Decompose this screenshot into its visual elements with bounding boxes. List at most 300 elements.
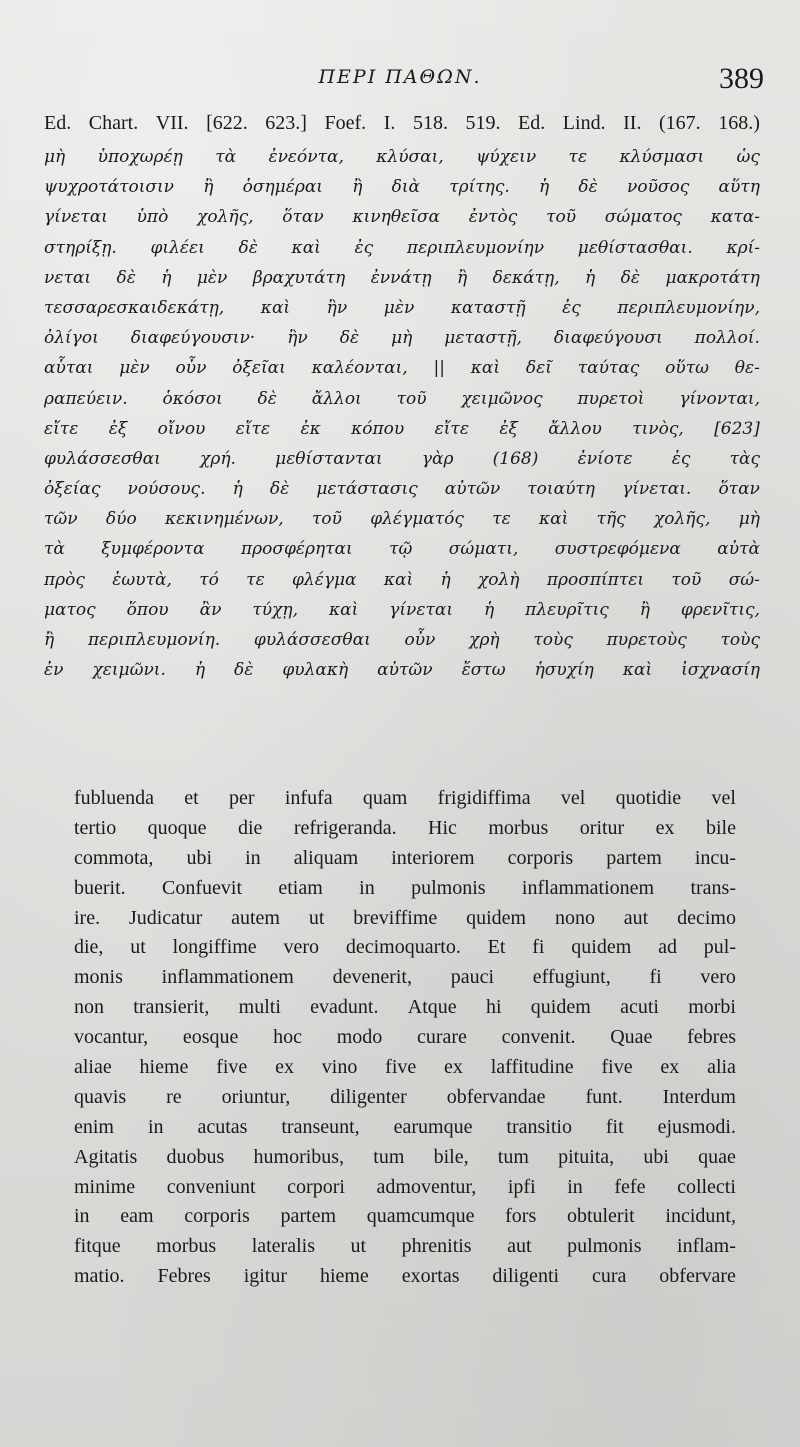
word: modo: [336, 1026, 383, 1049]
greek-text-line: [44, 142, 760, 172]
word: τοὺς: [533, 630, 573, 650]
word: per: [229, 787, 255, 809]
word: et: [184, 787, 199, 809]
word: γὰρ: [421, 448, 454, 469]
word: Agitatis: [74, 1145, 138, 1168]
word: τοιαύτη: [527, 479, 595, 500]
word: aliquam: [293, 846, 359, 869]
word: τῆς: [596, 509, 626, 530]
word: obtulerit: [566, 1205, 635, 1228]
word: περιπλευμονίη.: [87, 630, 221, 650]
word: funt.: [585, 1085, 623, 1108]
word: decimo: [677, 906, 736, 929]
word: νοῦσος: [627, 177, 690, 198]
edition-token: 518.: [412, 112, 448, 134]
latin-text-line: [74, 814, 736, 844]
latin-text-line: [74, 1173, 736, 1203]
word: ματος: [44, 599, 96, 620]
word: fefe: [614, 1175, 646, 1198]
word: pituita,: [558, 1145, 615, 1168]
word: ||: [433, 358, 445, 379]
word: corporis: [507, 846, 574, 869]
word: buerit.: [74, 876, 126, 899]
word: δὲ: [116, 267, 136, 288]
word: hieme: [139, 1056, 189, 1079]
word: tum: [373, 1145, 405, 1168]
word: ἰσχνασίη: [681, 660, 760, 681]
word: diligenter: [330, 1085, 407, 1108]
word: ἡ: [539, 177, 550, 198]
word: oriuntur,: [221, 1085, 291, 1108]
word: vino: [321, 1056, 358, 1079]
greek-text-line: [44, 323, 760, 353]
word: obfervandae: [446, 1085, 546, 1108]
word: aut: [507, 1235, 532, 1258]
word: εἴτε: [434, 418, 469, 439]
word: μακροτάτη: [665, 267, 760, 288]
word: ἢν: [287, 328, 308, 349]
word: κινηθεῖσα: [352, 207, 440, 228]
word: τοῦ: [546, 207, 577, 228]
word: collecti: [677, 1175, 736, 1198]
word: ἐννάτῃ: [370, 267, 432, 288]
word: εἴτε: [235, 418, 271, 439]
word: τό: [199, 569, 219, 590]
word: κρί-: [726, 237, 760, 258]
word: μὴ: [738, 509, 760, 530]
word: quoque: [147, 816, 207, 839]
word: κατα-: [710, 207, 760, 228]
word: incidunt,: [665, 1205, 736, 1228]
word: aut: [623, 906, 649, 929]
word: δύο: [105, 509, 137, 530]
word: ut: [350, 1235, 367, 1258]
word: Quae: [610, 1026, 653, 1049]
word: πρὸς: [44, 569, 85, 590]
word: ἢν: [326, 297, 348, 318]
word: ὁκόσοι: [162, 388, 223, 409]
word: quotidie: [615, 787, 682, 809]
word: καὶ: [539, 509, 569, 530]
edition-token: Ed.: [44, 112, 72, 134]
word: ψυχροτάτοισιν: [44, 177, 174, 198]
word: χρὴ: [469, 630, 500, 650]
word: laffitudine: [490, 1056, 574, 1079]
word: περιπλευμονίην,: [617, 297, 760, 318]
word: humoribus,: [253, 1145, 345, 1168]
word: καὶ: [470, 358, 501, 379]
word: refrigeranda.: [293, 816, 397, 839]
word: ἐς: [671, 448, 691, 469]
word: κόπου: [351, 418, 405, 439]
word: fors: [505, 1205, 537, 1228]
word: τεσσαρεσκαιδεκάτῃ,: [44, 297, 225, 318]
word: μὲν: [196, 267, 228, 288]
word: τοῦ: [311, 509, 342, 530]
word: νεται: [44, 267, 92, 288]
word: ἐνεόντα,: [268, 147, 344, 167]
word: ubi: [186, 846, 213, 869]
word: fit: [605, 1115, 624, 1138]
word: δὲ: [234, 660, 254, 681]
latin-text-line: [74, 1053, 736, 1083]
word: τρίτης.: [449, 177, 510, 198]
word: ραπεύειν.: [44, 388, 128, 409]
word: κλύσμασι: [619, 147, 705, 167]
word: γίνεται: [44, 207, 108, 228]
word: diligenti: [492, 1265, 560, 1288]
word: cura: [591, 1265, 627, 1288]
word: ὀξεῖαι: [232, 358, 286, 379]
word: καταστῇ: [450, 297, 526, 318]
word: μὲν: [383, 297, 415, 318]
word: acutas: [197, 1115, 248, 1138]
latin-text-line: [74, 904, 736, 934]
greek-text-line: [44, 384, 760, 414]
word: enim: [74, 1115, 114, 1138]
word: ex: [444, 1056, 463, 1079]
word: inflam-: [677, 1235, 736, 1258]
latin-text-line: [74, 933, 736, 963]
word: φυλάσσεσθαι: [44, 448, 161, 469]
word: μεθίστασθαι.: [577, 237, 693, 258]
word: ὑποχωρέῃ: [97, 147, 183, 167]
word: μὲν: [119, 358, 150, 379]
word: αὗται: [44, 358, 94, 379]
word: φιλέει: [150, 237, 205, 258]
word: die: [237, 816, 263, 839]
word: devenerit,: [332, 966, 412, 989]
latin-text-line: [74, 1113, 736, 1143]
word: hi: [485, 996, 502, 1019]
word: προσπίπτει: [546, 569, 645, 590]
latin-text-line: [74, 1143, 736, 1173]
word: φλέγματός: [370, 509, 464, 530]
word: vel: [560, 787, 586, 809]
latin-text-line: [74, 844, 736, 874]
word: autem: [231, 906, 280, 929]
word: fitque: [74, 1235, 121, 1258]
edition-token: Chart.: [88, 112, 139, 134]
running-title: ΠΕΡΙ ΠΑΘΩΝ.: [318, 66, 482, 88]
word: quidem: [530, 996, 591, 1019]
word: βραχυτάτη: [252, 267, 346, 288]
greek-text-line: [44, 414, 760, 444]
word: etiam: [278, 876, 323, 899]
word: ἡ: [585, 267, 596, 288]
word: περιπλευμονίην: [406, 237, 545, 258]
word: Confuevit: [162, 876, 243, 899]
word: ἡ: [484, 599, 495, 620]
word: lateralis: [251, 1235, 315, 1258]
word: ἢ: [639, 599, 650, 620]
edition-token: VII.: [155, 112, 189, 134]
greek-text-line: [44, 172, 760, 202]
word: χειμῶνος: [461, 388, 543, 409]
latin-text-block: [74, 784, 736, 1292]
word: ἔστω: [461, 660, 506, 681]
word: (168): [492, 448, 539, 469]
word: monis: [74, 966, 123, 989]
word: admoventur,: [376, 1175, 477, 1198]
latin-text-line: [74, 1202, 736, 1232]
word: vero: [283, 936, 320, 959]
word: ire.: [74, 906, 101, 929]
word: ὅταν: [718, 479, 760, 500]
word: vel: [711, 787, 736, 809]
word: conveniunt: [166, 1175, 256, 1198]
word: σώματι,: [448, 539, 519, 560]
word: quamcumque: [366, 1205, 475, 1228]
word: quidem: [571, 936, 632, 959]
word: corporis: [184, 1205, 250, 1228]
word: Hic: [428, 816, 457, 839]
word: eosque: [182, 1026, 239, 1049]
word: inflammationem: [161, 966, 294, 989]
word: φυλακὴ: [282, 660, 349, 681]
word: τοῦ: [671, 569, 702, 590]
edition-token: 623.]: [265, 112, 307, 134]
word: χειμῶνι.: [92, 660, 166, 681]
edition-token: I.: [383, 112, 396, 134]
word: minime: [74, 1175, 136, 1198]
word: re: [166, 1085, 182, 1108]
word: oritur: [579, 816, 625, 839]
word: φλέγμα: [292, 569, 357, 590]
word: τὰ: [44, 539, 65, 560]
word: σώματος: [604, 207, 682, 228]
word: στηρίξῃ.: [44, 237, 117, 258]
word: transierit,: [133, 996, 210, 1019]
word: οὖν: [404, 630, 436, 650]
greek-text-line: [44, 202, 760, 232]
word: tertio: [74, 816, 117, 839]
word: Atque: [407, 996, 457, 1019]
word: τε: [492, 509, 511, 530]
word: vocantur,: [74, 1026, 149, 1049]
edition-token: 519.: [465, 112, 501, 134]
word: γίνεται.: [622, 479, 692, 500]
word: πυρετοὺς: [606, 630, 687, 650]
word: δὲ: [257, 388, 277, 409]
word: ἡσυχίη: [534, 660, 594, 681]
word: ut: [308, 906, 325, 929]
word: διαφεύγουσι: [553, 328, 663, 349]
word: non: [74, 996, 104, 1019]
greek-text-line: [44, 444, 760, 474]
word: αὐτῶν: [444, 479, 501, 500]
word: decimoquarto.: [345, 936, 461, 959]
word: eam: [120, 1205, 154, 1228]
word: Febres: [157, 1265, 211, 1288]
word: interiorem: [391, 846, 475, 869]
greek-text-line: [44, 504, 760, 534]
latin-text-line: [74, 874, 736, 904]
word: bile: [705, 816, 736, 839]
word: διὰ: [391, 177, 420, 198]
greek-text-line: [44, 474, 760, 504]
word: χολῆς,: [197, 207, 254, 228]
word: incu-: [694, 846, 736, 869]
edition-token: [622.: [206, 112, 248, 134]
word: μὴ: [391, 328, 413, 349]
word: μετάστασις: [316, 479, 418, 500]
word: phrenitis: [401, 1235, 472, 1258]
greek-text-line: [44, 534, 760, 564]
word: nono: [554, 906, 595, 929]
greek-text-line: [44, 565, 760, 595]
word: pulmonis: [567, 1235, 642, 1258]
word: ὡς: [736, 147, 760, 167]
word: φυλάσσεσθαι: [253, 630, 371, 650]
word: ἢ: [203, 177, 214, 198]
word: quam: [362, 787, 408, 809]
word: matio.: [74, 1265, 125, 1288]
word: διαφεύγουσιν·: [130, 328, 256, 349]
word: χολὴ: [478, 569, 520, 590]
word: αὕτη: [718, 177, 760, 198]
word: τῶν: [44, 509, 78, 530]
word: effugiunt,: [532, 966, 611, 989]
word: τὰς: [729, 448, 760, 469]
word: πυρετοὶ: [577, 388, 645, 409]
word: morbi: [688, 996, 736, 1019]
word: τοὺς: [720, 630, 760, 650]
word: ὅπου: [126, 599, 169, 620]
word: δὲ: [620, 267, 641, 288]
word: οὖν: [175, 358, 207, 379]
word: ὑπὸ: [136, 207, 169, 228]
word: five: [385, 1056, 417, 1079]
word: tum: [497, 1145, 529, 1168]
word: in: [147, 1115, 164, 1138]
word: partem: [606, 846, 662, 869]
greek-text-line: [44, 625, 760, 655]
word: commota,: [74, 846, 154, 869]
word: corpori: [287, 1175, 345, 1198]
word: δεῖ: [525, 358, 552, 379]
word: ξυμφέροντα: [101, 539, 205, 560]
word: χρή.: [200, 448, 236, 469]
word: ἐνίοτε: [577, 448, 633, 469]
word: vero: [700, 966, 736, 989]
word: in: [567, 1175, 583, 1198]
word: fi: [649, 966, 662, 989]
word: ejusmodi.: [657, 1115, 736, 1138]
word: οἴνου: [157, 418, 206, 439]
edition-token: 168.): [718, 112, 760, 134]
word: in: [245, 846, 261, 869]
word: ἐκ: [300, 418, 321, 439]
word: ἐν: [44, 660, 64, 681]
word: τε: [568, 147, 588, 167]
word: five: [216, 1056, 248, 1079]
word: transitio: [506, 1115, 572, 1138]
word: [623]: [714, 418, 760, 439]
greek-text-line: [44, 263, 760, 293]
word: quidem: [466, 906, 527, 929]
word: καὶ: [383, 569, 414, 590]
word: ἢ: [44, 630, 55, 650]
word: αὐτὰ: [717, 539, 760, 560]
word: quavis: [74, 1085, 127, 1108]
word: aliae: [74, 1056, 112, 1079]
word: ad: [658, 936, 677, 959]
latin-text-line: [74, 1023, 736, 1053]
word: evadunt.: [310, 996, 379, 1019]
word: προσφέρηται: [240, 539, 353, 560]
word: δὲ: [269, 479, 290, 500]
word: ταύτας: [577, 358, 640, 379]
word: χολῆς,: [653, 509, 711, 530]
word: ἐντὸς: [468, 207, 518, 228]
word: inflammationem: [521, 876, 655, 899]
word: curare: [416, 1026, 467, 1049]
word: ἡ: [161, 267, 172, 288]
word: νούσους.: [127, 479, 206, 500]
word: bile,: [433, 1145, 469, 1168]
word: δὲ: [238, 237, 258, 258]
word: alia: [707, 1056, 736, 1079]
word: ἐς: [354, 237, 374, 258]
word: ἄλλου: [548, 418, 602, 439]
word: εἴτε: [44, 418, 79, 439]
greek-text-line: [44, 293, 760, 323]
greek-text-line: [44, 595, 760, 625]
word: Judicatur: [128, 906, 203, 929]
word: ἐξ: [499, 418, 518, 439]
word: multi: [238, 996, 281, 1019]
word: μὴ: [44, 147, 66, 167]
word: καὶ: [260, 297, 291, 318]
word: five: [601, 1056, 633, 1079]
word: transeunt,: [281, 1115, 360, 1138]
word: καὶ: [291, 237, 321, 258]
greek-text-line: [44, 655, 760, 685]
word: quae: [698, 1145, 736, 1168]
word: πολλοί.: [694, 328, 760, 349]
word: fubluenda: [74, 787, 154, 809]
word: hieme: [319, 1265, 369, 1288]
latin-text-line: [74, 1262, 736, 1292]
word: febres: [687, 1026, 736, 1049]
word: in: [74, 1205, 90, 1228]
word: σώ-: [728, 569, 760, 590]
latin-text-line: [74, 1232, 736, 1262]
edition-token: Lind.: [562, 112, 606, 134]
word: Et: [487, 936, 506, 959]
word: frigidiffima: [437, 787, 531, 809]
word: γίνονται,: [679, 388, 760, 409]
word: infufa: [284, 787, 333, 809]
word: ἄλλοι: [311, 388, 362, 409]
word: morbus: [488, 816, 549, 839]
word: δὲ: [578, 177, 598, 198]
word: ex: [660, 1056, 680, 1079]
word: exortas: [401, 1265, 460, 1288]
latin-text-line: [74, 784, 736, 814]
word: pul-: [703, 936, 736, 959]
word: ὅταν: [282, 207, 324, 228]
edition-token: Foef.: [324, 112, 367, 134]
word: κεκινημένων,: [164, 509, 284, 530]
word: ex: [655, 816, 675, 839]
word: τε: [246, 569, 265, 590]
running-head: [0, 62, 800, 102]
word: ἢ: [352, 177, 363, 198]
word: τύχῃ,: [252, 599, 299, 620]
word: ut: [130, 936, 146, 959]
